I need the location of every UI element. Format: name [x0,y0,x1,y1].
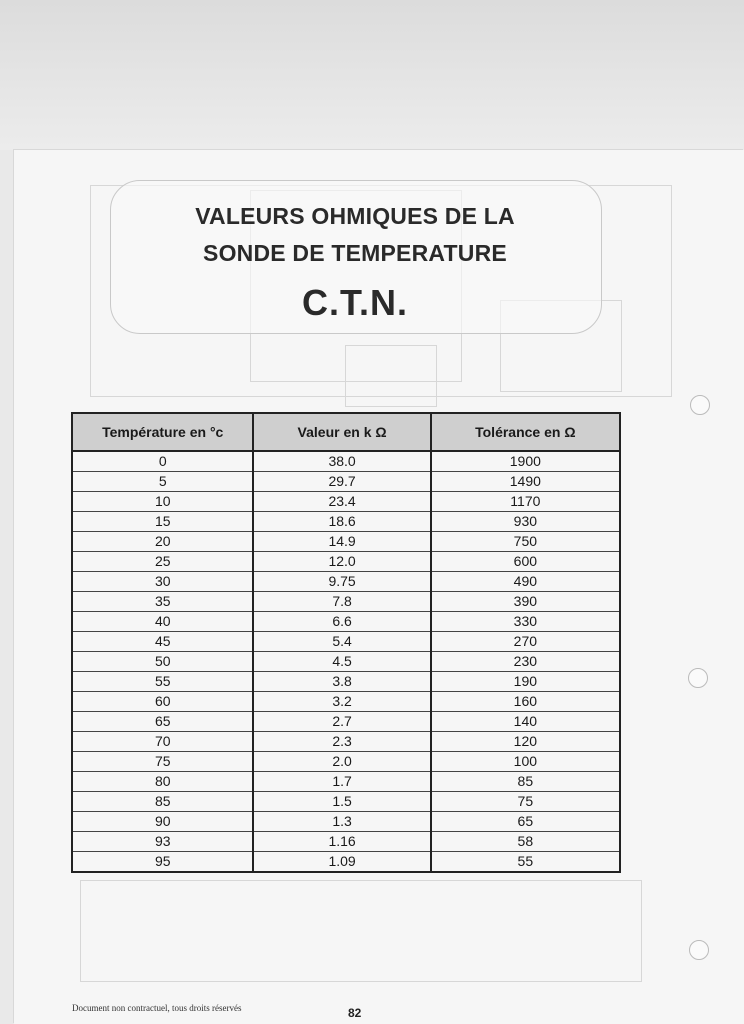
cell-tolerance: 1490 [431,472,620,492]
cell-resistance: 1.5 [253,792,430,812]
cell-temperature: 50 [72,652,253,672]
cell-resistance: 23.4 [253,492,430,512]
table-row [72,552,620,572]
cell-resistance: 12.0 [253,552,430,572]
cell-resistance: 1.16 [253,832,430,852]
cell-tolerance: 100 [431,752,620,772]
cell-temperature: 45 [72,632,253,652]
table-row [72,532,620,552]
table-row [72,772,620,792]
cell-temperature: 93 [72,832,253,852]
table-row [72,572,620,592]
table-row [72,832,620,852]
cell-temperature: 70 [72,732,253,752]
table-row [72,652,620,672]
resistance-table [71,412,621,873]
cell-tolerance: 230 [431,652,620,672]
cell-resistance: 5.4 [253,632,430,652]
table-row [72,451,620,472]
cell-tolerance: 750 [431,532,620,552]
cell-tolerance: 1900 [431,451,620,472]
table-row [72,852,620,873]
title-line-1: VALEURS OHMIQUES DE LA [195,203,515,229]
cell-temperature: 40 [72,612,253,632]
binder-hole [689,940,709,960]
cell-temperature: 30 [72,572,253,592]
table-row [72,752,620,772]
table-row [72,732,620,752]
cell-resistance: 4.5 [253,652,430,672]
table-row [72,592,620,612]
cell-resistance: 6.6 [253,612,430,632]
cell-tolerance: 75 [431,792,620,812]
cell-resistance: 1.3 [253,812,430,832]
table-row [72,812,620,832]
cell-tolerance: 190 [431,672,620,692]
cell-tolerance: 600 [431,552,620,572]
title-line-3: C.T.N. [301,282,408,323]
cell-resistance: 1.7 [253,772,430,792]
table-row [72,512,620,532]
cell-temperature: 0 [72,451,253,472]
cell-resistance: 3.2 [253,692,430,712]
cell-temperature: 85 [72,792,253,812]
cell-resistance: 38.0 [253,451,430,472]
cell-resistance: 1.09 [253,852,430,873]
cell-temperature: 55 [72,672,253,692]
cell-temperature: 65 [72,712,253,732]
header-temperature: Température en °c [72,413,253,451]
table-row [72,712,620,732]
footer-disclaimer: Document non contractuel, tous droits réservés [72,1003,242,1013]
cell-temperature: 10 [72,492,253,512]
table-body [72,451,620,872]
cell-resistance: 2.3 [253,732,430,752]
cell-resistance: 9.75 [253,572,430,592]
table-row [72,692,620,712]
cell-resistance: 29.7 [253,472,430,492]
cell-tolerance: 490 [431,572,620,592]
cell-temperature: 20 [72,532,253,552]
cell-temperature: 25 [72,552,253,572]
table-row [72,632,620,652]
cell-temperature: 5 [72,472,253,492]
cell-tolerance: 1170 [431,492,620,512]
cell-temperature: 35 [72,592,253,612]
ghost-schematic-box [80,880,642,982]
cell-resistance: 14.9 [253,532,430,552]
table-row [72,472,620,492]
cell-tolerance: 58 [431,832,620,852]
header-resistance: Valeur en k Ω [253,413,430,451]
cell-temperature: 80 [72,772,253,792]
cell-resistance: 18.6 [253,512,430,532]
page-number: 82 [348,1006,362,1020]
header-tolerance: Tolérance en Ω [431,413,620,451]
cell-tolerance: 55 [431,852,620,873]
cell-temperature: 90 [72,812,253,832]
cell-resistance: 2.7 [253,712,430,732]
cell-tolerance: 85 [431,772,620,792]
cell-tolerance: 390 [431,592,620,612]
table-row [72,792,620,812]
cell-tolerance: 120 [431,732,620,752]
cell-temperature: 60 [72,692,253,712]
cell-temperature: 95 [72,852,253,873]
cell-resistance: 3.8 [253,672,430,692]
title-line-2: SONDE DE TEMPERATURE [203,240,507,266]
cell-tolerance: 270 [431,632,620,652]
binder-hole [688,668,708,688]
cell-tolerance: 330 [431,612,620,632]
table-header-row [72,413,620,451]
ghost-schematic-box [345,345,437,407]
cell-resistance: 2.0 [253,752,430,772]
table-row [72,492,620,512]
cell-resistance: 7.8 [253,592,430,612]
cell-tolerance: 160 [431,692,620,712]
cell-temperature: 75 [72,752,253,772]
binder-hole [690,395,710,415]
cell-temperature: 15 [72,512,253,532]
table-row [72,612,620,632]
scan-background [0,0,744,150]
cell-tolerance: 140 [431,712,620,732]
table-row [72,672,620,692]
cell-tolerance: 930 [431,512,620,532]
cell-tolerance: 65 [431,812,620,832]
